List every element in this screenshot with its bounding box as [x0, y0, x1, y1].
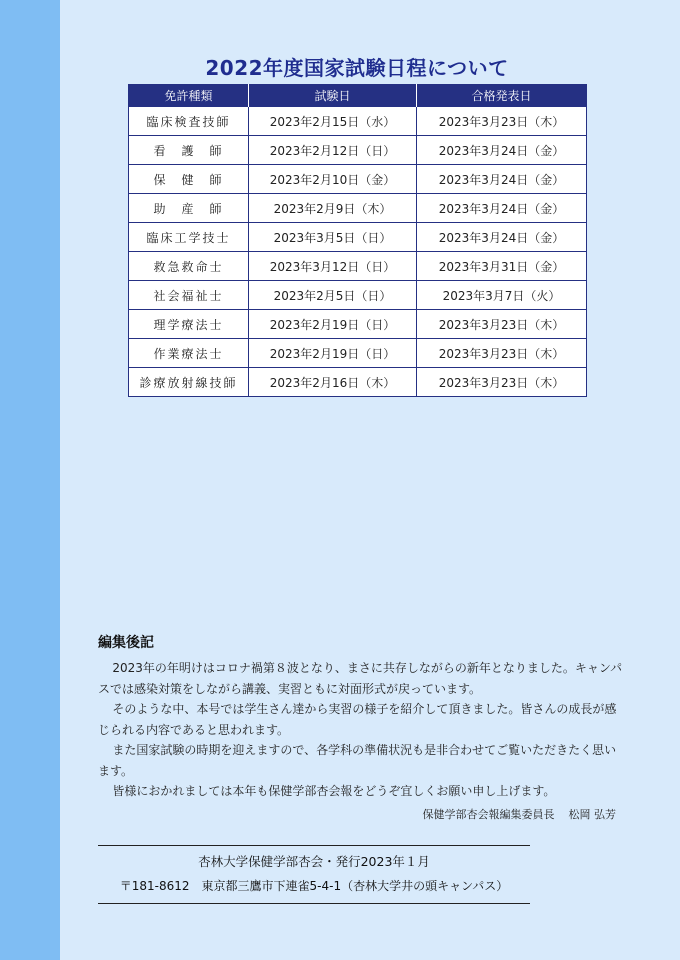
license-type-cell: 保 健 師 — [129, 165, 249, 194]
license-type-cell: 社会福祉士 — [129, 281, 249, 310]
result-date-cell: 2023年3月7日（火） — [417, 281, 587, 310]
exam-date-cell: 2023年2月15日（水） — [249, 107, 417, 136]
column-header-license-type: 免許種類 — [129, 84, 249, 107]
column-header-exam-date: 試験日 — [249, 84, 417, 107]
exam-date-cell: 2023年3月12日（日） — [249, 252, 417, 281]
exam-schedule-table — [128, 84, 587, 397]
footer-top-rule — [98, 845, 530, 846]
license-type-cell: 作業療法士 — [129, 339, 249, 368]
result-date-cell: 2023年3月23日（木） — [417, 339, 587, 368]
exam-date-cell: 2023年2月16日（木） — [249, 368, 417, 397]
postscript-heading: 編集後記 — [98, 635, 154, 651]
exam-date-cell: 2023年2月9日（木） — [249, 194, 417, 223]
signature-name: 松岡 弘芳 — [568, 807, 616, 821]
postscript-signature — [98, 806, 616, 822]
footer-publisher: 杏林大学保健学部杏会・発行2023年１月 — [198, 854, 430, 869]
result-date-cell: 2023年3月24日（金） — [417, 136, 587, 165]
table-row — [129, 107, 587, 136]
table-row — [129, 252, 587, 281]
license-type-cell: 臨床工学技士 — [129, 223, 249, 252]
signature-role: 保健学部杏会報編集委員長 — [422, 807, 555, 821]
license-type-cell: 理学療法士 — [129, 310, 249, 339]
table-row — [129, 368, 587, 397]
license-type-cell: 臨床検査技師 — [129, 107, 249, 136]
license-type-cell: 看 護 師 — [129, 136, 249, 165]
exam-date-cell: 2023年2月19日（日） — [249, 339, 417, 368]
result-date-cell: 2023年3月24日（金） — [417, 194, 587, 223]
editors-postscript — [98, 632, 628, 822]
footer-address: 〒181-8612 東京都三鷹市下連雀5-4-1（杏林大学井の頭キャンパス） — [119, 879, 509, 893]
table-row — [129, 310, 587, 339]
postscript-paragraph: 2023年の年明けはコロナ禍第８波となり、まさに共存しながらの新年となりました。キャンパスでは感染対策をしながら講義、実習ともに対面形式が戻っています。 — [98, 661, 623, 696]
column-header-result-date: 合格発表日 — [417, 84, 587, 107]
result-date-cell: 2023年3月23日（木） — [417, 107, 587, 136]
result-date-cell: 2023年3月31日（金） — [417, 252, 587, 281]
table-row — [129, 194, 587, 223]
license-type-cell: 診療放射線技師 — [129, 368, 249, 397]
table-row — [129, 339, 587, 368]
table-header-row — [129, 84, 587, 107]
result-date-cell: 2023年3月23日（木） — [417, 368, 587, 397]
table-row — [129, 281, 587, 310]
result-date-cell: 2023年3月24日（金） — [417, 165, 587, 194]
postscript-paragraph: そのような中、本号では学生さん達から実習の様子を紹介して頂きました。皆さんの成長が感じられる内容であると思われます。 — [98, 702, 617, 737]
exam-date-cell: 2023年2月5日（日） — [249, 281, 417, 310]
exam-date-cell: 2023年2月10日（金） — [249, 165, 417, 194]
table-row — [129, 136, 587, 165]
result-date-cell: 2023年3月24日（金） — [417, 223, 587, 252]
result-date-cell: 2023年3月23日（木） — [417, 310, 587, 339]
table-row — [129, 165, 587, 194]
exam-date-cell: 2023年2月12日（日） — [249, 136, 417, 165]
table-row — [129, 223, 587, 252]
footer-bottom-rule — [98, 903, 530, 904]
license-type-cell: 助 産 師 — [129, 194, 249, 223]
page-title: 2022年度国家試験日程について — [205, 56, 509, 80]
exam-date-cell: 2023年3月5日（日） — [249, 223, 417, 252]
postscript-paragraph: 皆様におかれましては本年も保健学部杏会報をどうぞ宜しくお願い申し上げます。 — [112, 784, 556, 798]
postscript-paragraph: また国家試験の時期を迎えますので、各学科の準備状況も是非合わせてご覧いただきたく思います。 — [98, 743, 617, 778]
left-color-bar — [0, 0, 60, 960]
license-type-cell: 救急救命士 — [129, 252, 249, 281]
exam-date-cell: 2023年2月19日（日） — [249, 310, 417, 339]
